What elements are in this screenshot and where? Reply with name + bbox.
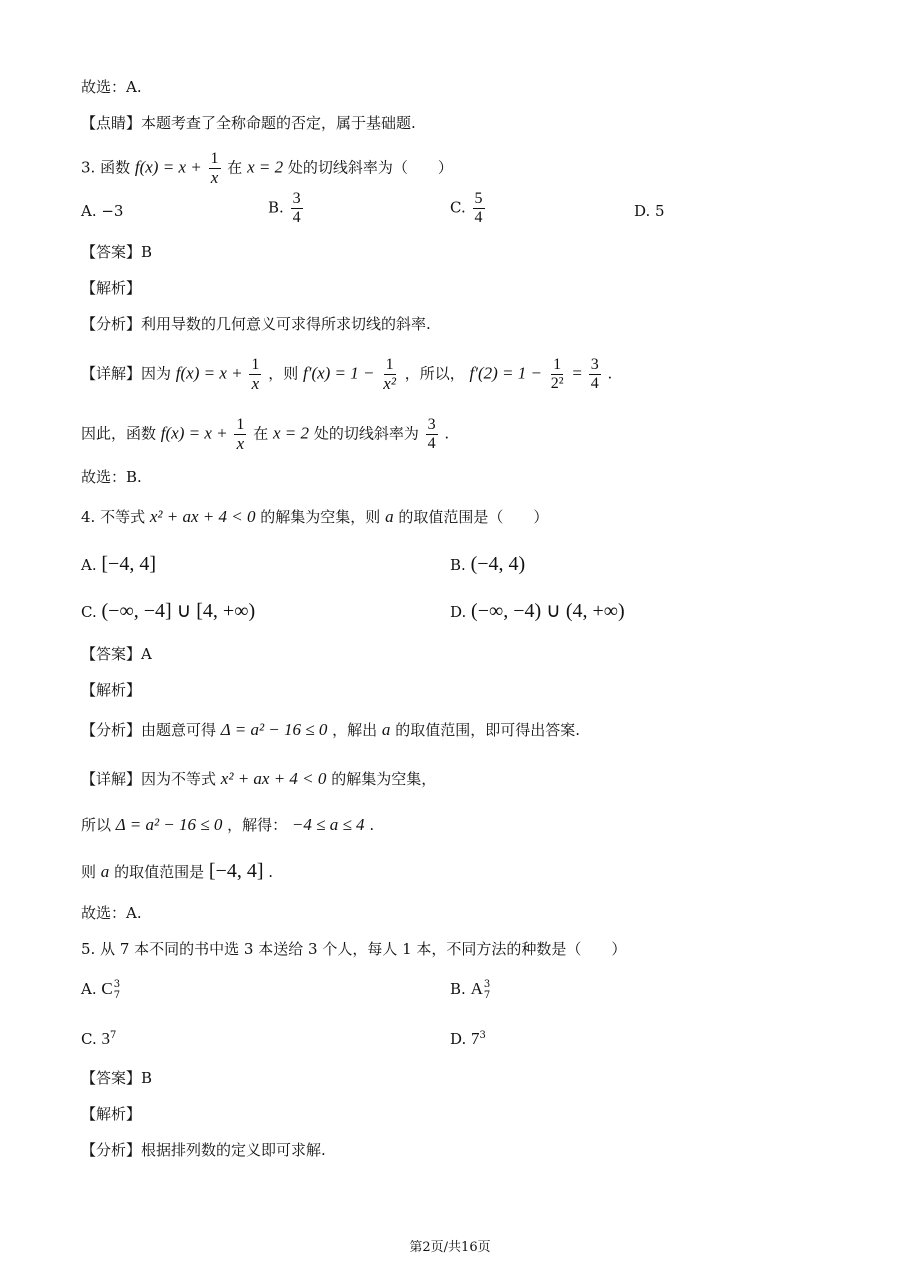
analysis: 【分析】由题意可得 Δ = a² − 16 ≤ 0 ，解出 a 的取值范围，即可得出答案. [81,720,580,739]
point-x: x = 2 [247,157,284,177]
question-4: 4. 不等式 x² + ax + 4 < 0 的解集为空集，则 a 的取值范围是（ ） [81,507,549,526]
option-d: D. $7^3$ [450,1029,486,1048]
page-number: 第2页/共16页 [409,1240,491,1255]
conclusion: 因此，函数 f(x) = x + $\frac{1}{x}$ 在 x = 2 处的切线斜率为 $\frac{3}{4}$ . [81,416,450,453]
option-b: B. (−4, 4) [450,553,526,575]
question-3 [81,150,453,187]
answer: 【答案】B [81,243,153,261]
option-a: A. [−4, 4] [81,553,156,575]
analysis-heading: 【解析】 [81,279,142,297]
option-d: D. (−∞, −4) ∪ (4, +∞) [450,600,625,622]
function-expression: f(x) = x + [134,157,202,177]
answer: 【答案】B [81,1069,153,1087]
detailed-solution: 【详解】因为 f(x) = x + $\frac{1}{x}$ ，则 f′(x) = 1 − $\frac{1}{\text{x²}}$ ，所以， f′(2) = 1 − $\frac{1}{\text{2²}}$ = $\frac{3}{4}$ . [81,356,613,393]
analysis-heading: 【解析】 [81,1105,142,1123]
option-c: C. (−∞, −4] ∪ [4, +∞) [81,600,256,622]
choice: 故选：B. [81,468,142,486]
solution-step: 所以 Δ = a² − 16 ≤ 0 ，解得： −4 ≤ a ≤ 4 . [81,815,375,834]
question-5: 5. 从 7 本不同的书中选 3 本送给 3 个人，每人 1 本，不同方法的种数是（ ） [81,940,627,958]
option-d: D. 5 [634,202,665,220]
text-line: 故选：A. [81,78,142,96]
option-b: B. A 3 7 [450,979,491,1001]
option-b: B. $\frac{3}{4}$ [268,190,301,226]
solution-result: 则 a 的取值范围是 [−4, 4] . [81,860,274,882]
text-at: 在 [227,158,243,177]
analysis: 【分析】利用导数的几何意义可求得所求切线的斜率. [81,315,431,333]
option-a: A. −3 [81,202,124,220]
choice: 故选：A. [81,904,142,922]
answer: 【答案】A [81,645,152,663]
analysis-heading: 【解析】 [81,681,142,699]
analysis: 【分析】根据排列数的定义即可求解. [81,1141,326,1159]
text-line: 【点睛】本题考查了全称命题的否定，属于基础题. [81,114,416,132]
detailed-solution: 【详解】因为不等式 x² + ax + 4 < 0 的解集为空集， [81,769,437,788]
option-c: C. $3^7$ [81,1029,117,1048]
option-c: C. $\frac{5}{4}$ [450,190,483,226]
question-tail: 处的切线斜率为（ ） [287,158,453,177]
option-a: A. C 3 7 [81,979,121,1001]
question-3-label: 3. 函数 [81,158,131,177]
fraction: $\frac{1}{x}$ [210,150,219,187]
